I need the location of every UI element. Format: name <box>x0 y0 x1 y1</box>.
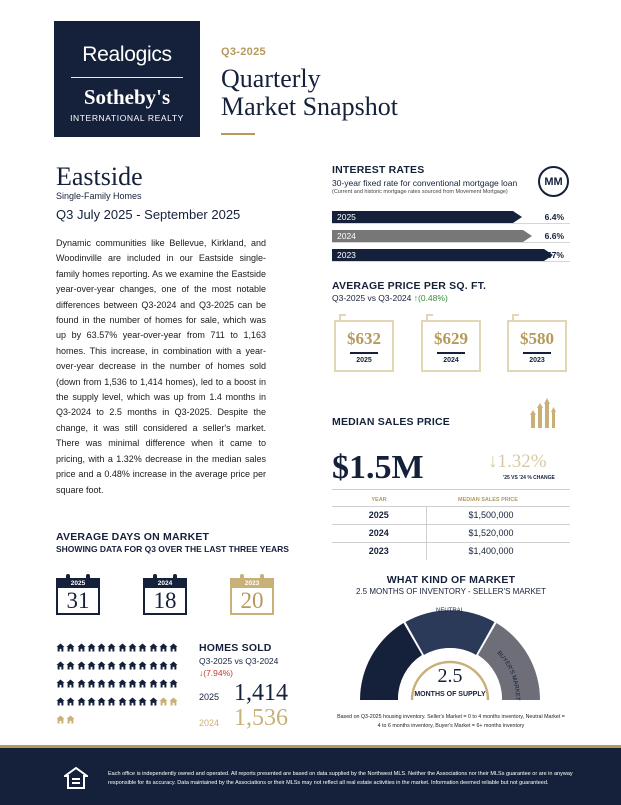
price-per-sqft-card <box>507 320 567 372</box>
house-icon <box>66 643 75 652</box>
gauge-buyer-label: BUYER'S MARKET <box>495 650 521 701</box>
market-type-title: WHAT KIND OF MARKET <box>386 574 516 586</box>
calendar-days: 18 <box>153 588 177 613</box>
homes-sold-value: 1,536 <box>234 705 288 731</box>
price-per-sqft-card <box>421 320 481 372</box>
title-divider <box>221 133 255 135</box>
calendar-icon <box>143 578 187 615</box>
equal-housing-icon <box>64 767 88 789</box>
table-row <box>332 524 570 542</box>
house-icon <box>159 679 168 688</box>
house-icon <box>149 679 158 688</box>
house-icon <box>159 661 168 670</box>
house-icon <box>77 697 86 706</box>
house-icon <box>107 661 116 670</box>
calendar-year: 2023 <box>232 580 272 588</box>
price-per-sqft-value: $632 <box>347 329 381 348</box>
calendar-icon <box>56 578 100 615</box>
calendar-days: 20 <box>240 588 264 613</box>
rate-year: 2025 <box>337 212 356 222</box>
house-icon <box>66 697 75 706</box>
calendar-year: 2025 <box>58 580 98 588</box>
homes-sold-year: 2024 <box>199 718 220 728</box>
median-sales-change-label: '25 VS '24 % CHANGE <box>503 475 555 481</box>
table-cell-price: $1,500,000 <box>426 506 570 524</box>
movement-mortgage-logo: MM <box>538 166 569 197</box>
rising-bars-icon <box>530 398 556 428</box>
price-per-sqft-subtitle <box>332 293 448 303</box>
price-per-sqft-card <box>334 320 394 372</box>
house-icon <box>149 661 158 670</box>
page-title-line-1: Quarterly <box>221 64 321 93</box>
table-row <box>332 542 570 560</box>
house-icon <box>107 679 116 688</box>
house-icon <box>97 697 106 706</box>
house-icon <box>97 643 106 652</box>
rate-value: 7.57% <box>539 250 564 260</box>
house-icon <box>138 661 147 670</box>
house-icon <box>107 643 116 652</box>
market-type-note: Based on Q3-2025 housing inventory. Seller's Market = 0 to 4 months inventory, Neutral Market = 4 to 6 months inventory, Buyer's Market = 6+ months inventory <box>337 714 565 729</box>
interest-rates-subtitle: 30-year fixed rate for conventional mortgage loan <box>332 178 518 188</box>
brand-logo <box>54 21 200 137</box>
house-icon <box>138 643 147 652</box>
region-name: Eastside <box>56 162 143 191</box>
median-sales-table <box>332 494 570 560</box>
rate-year: 2023 <box>337 250 356 260</box>
house-icon <box>87 661 96 670</box>
house-icon <box>128 661 137 670</box>
column-header-year: YEAR <box>371 496 387 503</box>
house-icon <box>159 643 168 652</box>
homes-sold-icon-grid <box>56 641 189 731</box>
footer-accent <box>0 745 621 748</box>
rate-row <box>332 249 570 262</box>
house-icon <box>77 661 86 670</box>
house-icon <box>128 643 137 652</box>
house-icon <box>56 679 65 688</box>
price-per-sqft-change: ↑(0.48%) <box>413 293 448 303</box>
rate-value: 6.6% <box>544 231 564 241</box>
table-cell-year: 2024 <box>332 524 426 542</box>
median-sales-divider <box>332 489 570 490</box>
homes-sold-year: 2025 <box>199 692 220 702</box>
house-icon <box>87 643 96 652</box>
interest-rates-note: (Current and historic mortgage rates sourced from Movement Mortgage) <box>332 189 508 195</box>
logo-line-3: INTERNATIONAL REALTY <box>70 113 184 123</box>
house-icon <box>138 679 147 688</box>
house-icon <box>87 679 96 688</box>
house-icon <box>169 661 178 670</box>
house-icon <box>159 697 168 706</box>
house-icon <box>128 679 137 688</box>
interest-rates-title: INTEREST RATES <box>332 164 425 176</box>
market-gauge <box>350 600 550 712</box>
region-type: Single-Family Homes <box>56 191 142 201</box>
house-icon <box>66 661 75 670</box>
house-icon <box>107 697 116 706</box>
price-per-sqft-value: $580 <box>520 329 554 348</box>
median-sales-value: $1.5M <box>332 449 424 486</box>
house-icon <box>118 697 127 706</box>
homes-sold-title: HOMES SOLD <box>199 642 272 654</box>
table-row <box>332 506 570 524</box>
house-icon <box>56 697 65 706</box>
homes-sold-subtitle: Q3-2025 vs Q3-2024 <box>199 656 279 666</box>
house-icon <box>169 643 178 652</box>
house-icon <box>77 679 86 688</box>
logo-rule <box>71 77 183 78</box>
median-sales-title: MEDIAN SALES PRICE <box>332 416 450 428</box>
logo-line-2: Sotheby's <box>83 85 171 109</box>
market-type-subtitle: 2.5 MONTHS OF INVENTORY - SELLER'S MARKET <box>355 587 546 596</box>
calendar-icon <box>230 578 274 615</box>
table-cell-year: 2025 <box>332 506 426 524</box>
table-cell-price: $1,520,000 <box>426 524 570 542</box>
house-icon <box>56 661 65 670</box>
gauge-seller-label: SELLER'S MARKE <box>379 650 405 701</box>
page-title-line-2: Market Snapshot <box>221 92 398 121</box>
calendar-year: 2024 <box>145 580 185 588</box>
house-icon <box>56 643 65 652</box>
house-icon <box>66 715 75 724</box>
house-icon <box>56 715 65 724</box>
rate-row <box>332 211 570 224</box>
rate-row <box>332 230 570 243</box>
region-summary: Dynamic communities like Bellevue, Kirkland, and Woodinville are included in our Eastside single-family homes reporting. As we examine the Eastside year-over-year changes, one of the most notable differences between Q3-2024 and Q3-2025 can be found in the number of homes for sale, which was up by 63.57% year-over-year from 711 to 1,163 homes. This increase, in combination with a year-over-year decrease in the number of homes sold (down from 1,536 to 1,414 homes), led to a boost in the supply level, which was up from 1.4 months in Q3-2024 to 2.5 months in Q3-2025. Despite the change, it was still considered a seller's market. There was minimal difference when it came to pricing, with a 1.32% decrease in the median sales price and a 0.48% increase in the average price per square foot. <box>56 238 266 495</box>
price-per-sqft-title: AVERAGE PRICE PER SQ. FT. <box>332 280 487 292</box>
house-icon <box>66 679 75 688</box>
table-cell-price: $1,400,000 <box>426 542 570 560</box>
price-per-sqft-compare: Q3-2025 vs Q3-2024 <box>332 293 412 303</box>
column-header-price: MEDIAN SALES PRICE <box>458 496 518 503</box>
price-per-sqft-year: 2024 <box>443 357 459 364</box>
house-icon <box>169 697 178 706</box>
footer-disclaimer: Each office is independently owned and operated. All reports presented are based on data supplied by the Northwest MLS. Neither the Associations nor their MLSs guarantee or are in anyway responsible for its accuracy. Data maintained by the Associations or their MLSs may not reflect all real estate activities in the market. Information deemed reliable but not guaranteed. <box>108 771 573 786</box>
gauge-neutral-label: NEUTRAL <box>435 608 465 614</box>
months-of-supply-value: 2.5 <box>437 665 463 687</box>
days-on-market-subtitle: SHOWING DATA FOR Q3 OVER THE LAST THREE YEARS <box>56 544 289 554</box>
house-icon <box>128 697 137 706</box>
homes-sold-value: 1,414 <box>234 680 288 706</box>
house-icon <box>118 661 127 670</box>
house-icon <box>97 679 106 688</box>
calendar-days: 31 <box>66 588 90 613</box>
house-icon <box>169 679 178 688</box>
table-cell-year: 2023 <box>332 542 426 560</box>
rate-year: 2024 <box>337 231 356 241</box>
house-icon <box>149 643 158 652</box>
rate-value: 6.4% <box>544 212 564 222</box>
house-icon <box>77 643 86 652</box>
price-per-sqft-year: 2023 <box>529 357 545 364</box>
region-period: Q3 July 2025 - September 2025 <box>56 207 241 222</box>
house-icon <box>118 679 127 688</box>
house-icon <box>97 661 106 670</box>
house-icon <box>87 697 96 706</box>
median-sales-change: ↓1.32% <box>488 451 547 472</box>
price-per-sqft-value: $629 <box>434 329 468 348</box>
house-icon <box>138 697 147 706</box>
logo-line-1: Realogics <box>82 43 172 66</box>
days-on-market-title: AVERAGE DAYS ON MARKET <box>56 531 210 543</box>
homes-sold-change: ↓(7.94%) <box>199 668 234 678</box>
house-icon <box>118 643 127 652</box>
quarter-label: Q3-2025 <box>221 46 266 58</box>
house-icon <box>149 697 158 706</box>
price-per-sqft-year: 2025 <box>356 357 372 364</box>
months-of-supply-label: MONTHS OF SUPPLY <box>414 691 486 698</box>
